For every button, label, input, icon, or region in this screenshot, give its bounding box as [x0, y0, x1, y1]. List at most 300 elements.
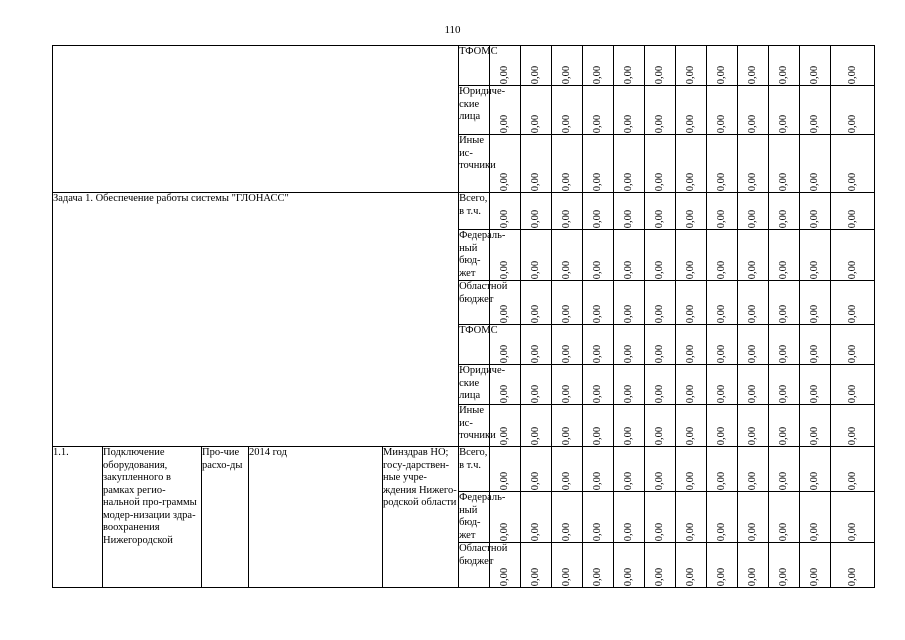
- value-cell: [552, 492, 583, 543]
- value-text: 0,00: [685, 209, 697, 229]
- value-cell: [800, 230, 831, 281]
- value-cell: [707, 325, 738, 365]
- value-cell: [800, 365, 831, 405]
- value-cell: [645, 193, 676, 230]
- value-text: 0,00: [716, 471, 728, 491]
- value-cell: [583, 325, 614, 365]
- value-text: 0,00: [499, 260, 511, 280]
- value-cell: [707, 365, 738, 405]
- value-text: 0,00: [561, 384, 573, 404]
- value-text: 0,00: [716, 114, 728, 134]
- value-text: 0,00: [747, 384, 759, 404]
- value-cell: [645, 135, 676, 193]
- value-text: 0,00: [685, 65, 697, 85]
- value-cell: [490, 86, 521, 135]
- value-text: 0,00: [716, 344, 728, 364]
- value-cell: [490, 492, 521, 543]
- value-text: 0,00: [747, 344, 759, 364]
- value-text: 0,00: [778, 384, 790, 404]
- value-text: 0,00: [685, 344, 697, 364]
- value-cell: [645, 492, 676, 543]
- value-text: 0,00: [846, 426, 858, 446]
- value-text: 0,00: [809, 522, 821, 542]
- value-cell: [676, 492, 707, 543]
- value-cell: [676, 325, 707, 365]
- value-text: 0,00: [592, 260, 604, 280]
- value-text: 0,00: [685, 567, 697, 587]
- value-cell: [614, 46, 645, 86]
- value-cell: [707, 447, 738, 492]
- value-cell: [769, 405, 800, 447]
- value-text: 0,00: [846, 304, 858, 324]
- value-text: 0,00: [623, 344, 635, 364]
- value-cell: [552, 365, 583, 405]
- value-cell: [614, 543, 645, 588]
- value-cell: [490, 325, 521, 365]
- value-cell: [800, 405, 831, 447]
- value-text: 0,00: [623, 114, 635, 134]
- value-cell: [521, 492, 552, 543]
- value-cell: [521, 405, 552, 447]
- item-period: 2014 год: [249, 447, 383, 588]
- funding-source-label: Иные ис-точники: [459, 405, 490, 447]
- value-text: 0,00: [747, 426, 759, 446]
- value-cell: [676, 281, 707, 325]
- value-text: 0,00: [778, 260, 790, 280]
- value-text: 0,00: [499, 522, 511, 542]
- value-cell: [707, 281, 738, 325]
- value-cell: [738, 447, 769, 492]
- value-text: 0,00: [654, 304, 666, 324]
- value-cell: [769, 281, 800, 325]
- value-text: 0,00: [747, 172, 759, 192]
- value-cell: [800, 543, 831, 588]
- budget-table-body: [53, 46, 875, 588]
- funding-source-label: Всего, в т.ч.: [459, 193, 490, 230]
- value-text: 0,00: [499, 471, 511, 491]
- value-cell: [614, 405, 645, 447]
- value-cell: [676, 405, 707, 447]
- value-cell: [521, 46, 552, 86]
- value-cell: [738, 230, 769, 281]
- value-cell: [769, 365, 800, 405]
- value-cell: [583, 405, 614, 447]
- value-text: 0,00: [654, 384, 666, 404]
- value-text: 0,00: [846, 384, 858, 404]
- value-text: 0,00: [846, 172, 858, 192]
- value-text: 0,00: [530, 567, 542, 587]
- value-cell: [614, 492, 645, 543]
- blank-merged-cell: [53, 46, 459, 193]
- value-text: 0,00: [747, 304, 759, 324]
- value-text: 0,00: [561, 209, 573, 229]
- value-text: 0,00: [530, 65, 542, 85]
- value-text: 0,00: [530, 260, 542, 280]
- value-cell: [831, 135, 875, 193]
- task-title: Задача 1. Обеспечение работы системы "ГЛОНАСС": [53, 193, 459, 447]
- value-text: 0,00: [716, 260, 728, 280]
- value-cell: [490, 543, 521, 588]
- value-cell: [552, 543, 583, 588]
- value-cell: [645, 405, 676, 447]
- value-cell: [831, 492, 875, 543]
- value-cell: [676, 46, 707, 86]
- value-cell: [769, 543, 800, 588]
- value-cell: [831, 230, 875, 281]
- budget-table: [52, 45, 875, 588]
- value-text: 0,00: [778, 114, 790, 134]
- funding-source-label: Иные ис-точники: [459, 135, 490, 193]
- value-text: 0,00: [654, 344, 666, 364]
- value-cell: [521, 365, 552, 405]
- value-text: 0,00: [809, 260, 821, 280]
- value-cell: [707, 492, 738, 543]
- value-cell: [800, 325, 831, 365]
- value-text: 0,00: [592, 426, 604, 446]
- value-cell: [521, 543, 552, 588]
- value-cell: [521, 447, 552, 492]
- value-text: 0,00: [747, 567, 759, 587]
- funding-source-label: Областной бюджет: [459, 281, 490, 325]
- value-text: 0,00: [592, 65, 604, 85]
- value-cell: [738, 365, 769, 405]
- value-text: 0,00: [685, 384, 697, 404]
- value-cell: [583, 447, 614, 492]
- expense-type: Про-чие расхо-ды: [202, 447, 249, 588]
- value-text: 0,00: [561, 471, 573, 491]
- value-text: 0,00: [561, 426, 573, 446]
- value-cell: [552, 447, 583, 492]
- value-cell: [831, 325, 875, 365]
- value-text: 0,00: [747, 522, 759, 542]
- value-text: 0,00: [716, 567, 728, 587]
- value-cell: [490, 230, 521, 281]
- value-cell: [676, 447, 707, 492]
- value-text: 0,00: [685, 304, 697, 324]
- value-text: 0,00: [778, 344, 790, 364]
- value-text: 0,00: [747, 471, 759, 491]
- value-text: 0,00: [561, 344, 573, 364]
- value-text: 0,00: [530, 522, 542, 542]
- funding-source-label: Всего, в т.ч.: [459, 447, 490, 492]
- value-text: 0,00: [778, 65, 790, 85]
- value-cell: [676, 86, 707, 135]
- value-cell: [614, 447, 645, 492]
- item-executor: Минздрав НО; госу-дарствен-ные учре-ждения Нижего-родской области: [383, 447, 459, 588]
- value-text: 0,00: [530, 344, 542, 364]
- item-number: 1.1.: [53, 447, 103, 588]
- value-cell: [583, 365, 614, 405]
- value-text: 0,00: [561, 172, 573, 192]
- value-cell: [800, 447, 831, 492]
- value-cell: [583, 86, 614, 135]
- funding-source-label: Федераль-ный бюд-жет: [459, 230, 506, 279]
- value-text: 0,00: [685, 426, 697, 446]
- value-text: 0,00: [809, 384, 821, 404]
- value-text: 0,00: [499, 304, 511, 324]
- value-cell: [769, 86, 800, 135]
- value-cell: [738, 543, 769, 588]
- value-text: 0,00: [499, 209, 511, 229]
- value-cell: [738, 325, 769, 365]
- value-text: 0,00: [654, 522, 666, 542]
- value-text: 0,00: [685, 260, 697, 280]
- value-text: 0,00: [654, 114, 666, 134]
- value-cell: [800, 46, 831, 86]
- value-cell: [614, 193, 645, 230]
- value-text: 0,00: [561, 260, 573, 280]
- value-text: 0,00: [499, 384, 511, 404]
- value-text: 0,00: [499, 172, 511, 192]
- value-text: 0,00: [846, 567, 858, 587]
- value-text: 0,00: [846, 522, 858, 542]
- value-cell: [552, 405, 583, 447]
- value-text: 0,00: [623, 567, 635, 587]
- value-text: 0,00: [685, 522, 697, 542]
- table-row: [53, 46, 875, 86]
- value-cell: [676, 230, 707, 281]
- value-cell: [769, 230, 800, 281]
- value-text: 0,00: [530, 209, 542, 229]
- value-text: 0,00: [654, 426, 666, 446]
- value-text: 0,00: [530, 471, 542, 491]
- value-cell: [645, 46, 676, 86]
- value-cell: [676, 365, 707, 405]
- value-text: 0,00: [592, 172, 604, 192]
- value-cell: [800, 86, 831, 135]
- value-cell: [676, 193, 707, 230]
- value-cell: [769, 492, 800, 543]
- value-text: 0,00: [592, 344, 604, 364]
- funding-source-label: Юридиче-ские лица: [459, 86, 490, 135]
- value-text: 0,00: [778, 209, 790, 229]
- value-text: 0,00: [623, 172, 635, 192]
- value-cell: [583, 230, 614, 281]
- value-text: 0,00: [530, 172, 542, 192]
- value-cell: [583, 543, 614, 588]
- value-text: 0,00: [499, 344, 511, 364]
- value-text: 0,00: [778, 426, 790, 446]
- value-cell: [490, 365, 521, 405]
- value-text: 0,00: [685, 114, 697, 134]
- value-cell: [552, 86, 583, 135]
- value-cell: [831, 543, 875, 588]
- value-text: 0,00: [747, 114, 759, 134]
- value-cell: [552, 230, 583, 281]
- value-cell: [769, 46, 800, 86]
- value-text: 0,00: [716, 384, 728, 404]
- value-cell: [707, 543, 738, 588]
- value-cell: [614, 281, 645, 325]
- value-cell: [831, 447, 875, 492]
- value-text: 0,00: [623, 304, 635, 324]
- value-text: 0,00: [530, 426, 542, 446]
- value-text: 0,00: [809, 172, 821, 192]
- value-text: 0,00: [809, 426, 821, 446]
- value-cell: [645, 447, 676, 492]
- value-cell: [645, 325, 676, 365]
- item-name: Подключение оборудования, закупленного в рамках регио-нальной про-граммы модер-низации здра-воохранения Нижегородской: [103, 447, 202, 588]
- value-cell: [521, 325, 552, 365]
- value-cell: [707, 86, 738, 135]
- value-cell: [738, 193, 769, 230]
- value-cell: [552, 281, 583, 325]
- value-cell: [707, 193, 738, 230]
- page-number: 110: [444, 24, 461, 36]
- value-text: 0,00: [561, 522, 573, 542]
- value-text: 0,00: [623, 426, 635, 446]
- value-text: 0,00: [846, 471, 858, 491]
- value-text: 0,00: [592, 304, 604, 324]
- value-text: 0,00: [716, 172, 728, 192]
- value-cell: [676, 543, 707, 588]
- funding-source-label: Федераль-ный бюд-жет: [459, 492, 506, 541]
- value-cell: [769, 193, 800, 230]
- value-text: 0,00: [778, 567, 790, 587]
- value-text: 0,00: [778, 304, 790, 324]
- value-text: 0,00: [778, 522, 790, 542]
- value-text: 0,00: [499, 426, 511, 446]
- value-cell: [645, 86, 676, 135]
- value-text: 0,00: [623, 384, 635, 404]
- value-text: 0,00: [778, 471, 790, 491]
- value-cell: [645, 281, 676, 325]
- value-text: 0,00: [809, 344, 821, 364]
- value-text: 0,00: [654, 471, 666, 491]
- value-cell: [831, 193, 875, 230]
- value-cell: [738, 281, 769, 325]
- value-text: 0,00: [623, 471, 635, 491]
- value-text: 0,00: [809, 65, 821, 85]
- value-cell: [552, 325, 583, 365]
- value-cell: [521, 193, 552, 230]
- value-cell: [707, 230, 738, 281]
- table-row: [53, 447, 875, 492]
- value-text: 0,00: [499, 65, 511, 85]
- value-text: 0,00: [530, 384, 542, 404]
- value-text: 0,00: [716, 209, 728, 229]
- value-text: 0,00: [809, 471, 821, 491]
- value-cell: [614, 135, 645, 193]
- value-text: 0,00: [592, 114, 604, 134]
- value-text: 0,00: [747, 209, 759, 229]
- table-row: [53, 193, 875, 230]
- value-text: 0,00: [561, 567, 573, 587]
- value-cell: [490, 135, 521, 193]
- value-cell: [614, 365, 645, 405]
- value-cell: [831, 405, 875, 447]
- value-text: 0,00: [716, 304, 728, 324]
- value-text: 0,00: [846, 114, 858, 134]
- value-text: 0,00: [809, 209, 821, 229]
- value-cell: [521, 230, 552, 281]
- value-cell: [614, 86, 645, 135]
- value-cell: [800, 193, 831, 230]
- value-text: 0,00: [778, 172, 790, 192]
- value-cell: [583, 492, 614, 543]
- value-text: 0,00: [809, 567, 821, 587]
- value-cell: [707, 46, 738, 86]
- value-cell: [676, 135, 707, 193]
- value-cell: [800, 135, 831, 193]
- value-cell: [490, 281, 521, 325]
- value-text: 0,00: [716, 426, 728, 446]
- value-text: 0,00: [809, 114, 821, 134]
- value-cell: [645, 543, 676, 588]
- value-cell: [800, 281, 831, 325]
- value-cell: [490, 447, 521, 492]
- value-text: 0,00: [654, 260, 666, 280]
- value-cell: [738, 135, 769, 193]
- value-text: 0,00: [499, 567, 511, 587]
- value-text: 0,00: [561, 65, 573, 85]
- value-cell: [831, 46, 875, 86]
- value-cell: [583, 193, 614, 230]
- value-cell: [645, 365, 676, 405]
- funding-source-label: ТФОМС: [459, 46, 490, 86]
- value-cell: [831, 365, 875, 405]
- value-text: 0,00: [530, 114, 542, 134]
- value-text: 0,00: [685, 471, 697, 491]
- value-cell: [490, 46, 521, 86]
- value-cell: [583, 46, 614, 86]
- value-text: 0,00: [530, 304, 542, 324]
- value-cell: [831, 86, 875, 135]
- value-text: 0,00: [716, 522, 728, 542]
- value-text: 0,00: [654, 567, 666, 587]
- value-text: 0,00: [716, 65, 728, 85]
- funding-source-label: Юридиче-ские лица: [459, 365, 490, 405]
- value-cell: [521, 135, 552, 193]
- value-cell: [645, 230, 676, 281]
- value-cell: [614, 230, 645, 281]
- value-text: 0,00: [592, 384, 604, 404]
- value-text: 0,00: [654, 172, 666, 192]
- value-text: 0,00: [846, 65, 858, 85]
- value-cell: [614, 325, 645, 365]
- value-cell: [738, 46, 769, 86]
- value-cell: [769, 135, 800, 193]
- value-text: 0,00: [846, 209, 858, 229]
- value-text: 0,00: [623, 65, 635, 85]
- funding-source-label: Областной бюджет: [459, 543, 490, 588]
- value-text: 0,00: [654, 209, 666, 229]
- value-text: 0,00: [623, 260, 635, 280]
- value-cell: [831, 281, 875, 325]
- value-cell: [707, 405, 738, 447]
- value-text: 0,00: [685, 172, 697, 192]
- value-cell: [583, 281, 614, 325]
- value-text: 0,00: [592, 567, 604, 587]
- value-text: 0,00: [592, 209, 604, 229]
- value-cell: [738, 492, 769, 543]
- value-text: 0,00: [747, 65, 759, 85]
- value-cell: [800, 492, 831, 543]
- value-cell: [552, 193, 583, 230]
- value-cell: [490, 193, 521, 230]
- funding-source-label: ТФОМС: [459, 325, 490, 365]
- value-text: 0,00: [809, 304, 821, 324]
- value-cell: [552, 46, 583, 86]
- value-text: 0,00: [654, 65, 666, 85]
- value-text: 0,00: [623, 522, 635, 542]
- value-cell: [769, 447, 800, 492]
- value-text: 0,00: [561, 304, 573, 324]
- value-cell: [521, 86, 552, 135]
- value-text: 0,00: [561, 114, 573, 134]
- value-text: 0,00: [623, 209, 635, 229]
- value-text: 0,00: [846, 260, 858, 280]
